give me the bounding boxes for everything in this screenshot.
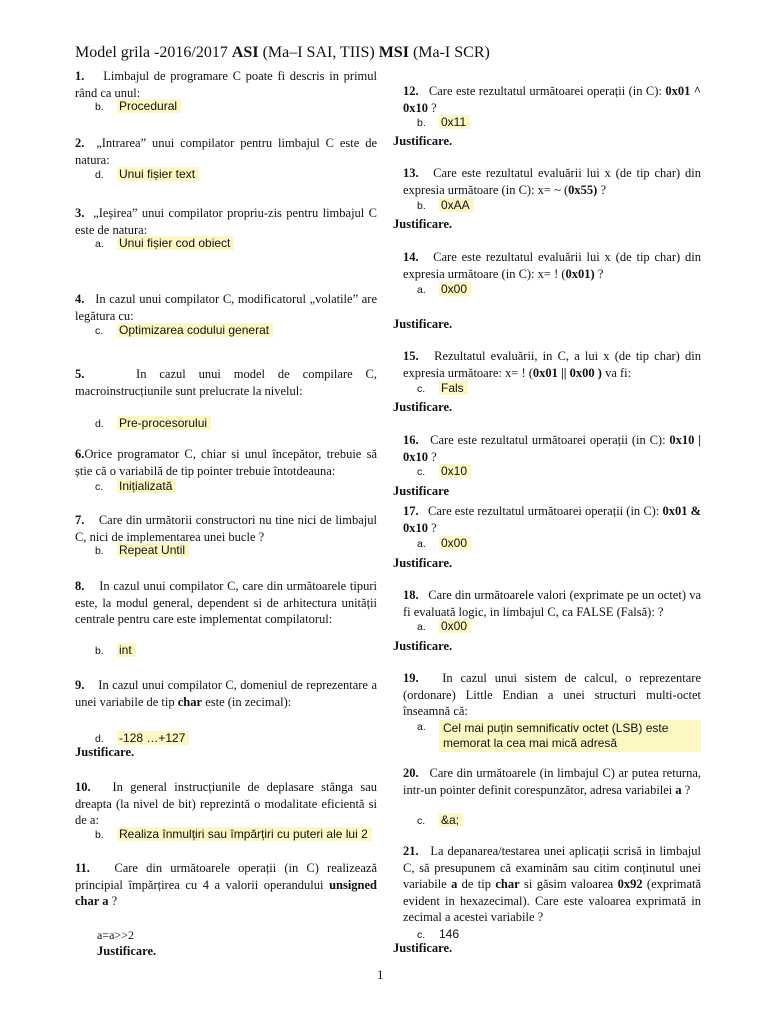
question-20: 20. Care din următoarele (in limbajul C) ar putea returna, intr-un pointer definit corespunzător, adresa variabilei a ?: [403, 766, 702, 797]
justificare-label: Justificare.: [393, 400, 453, 414]
question-19: 19. In cazul unui sistem de calcul, o reprezentare (ordonare) Little Endian a unei structuri multi-octet înseamnă că:: [403, 671, 702, 718]
answer-20: c. &a;: [417, 813, 463, 829]
title-part: (Ma-I SCR): [412, 44, 490, 61]
question-7: 7. Care din următorii constructori nu tine nici de limbajul C, nici de implementarea unei bucle ?: [75, 513, 377, 544]
answer-7: b. Repeat Until: [95, 543, 189, 559]
question-8: 8. In cazul unui compilator C, care din următoarele tipuri este, la modul general, dependent si de arhitectura unității centrale pentru care este implementat compilatorul:: [75, 579, 378, 626]
answer-19: [417, 720, 701, 752]
question-12: 12. Care este rezultatul următoarei operații (in C): 0x01 ^ 0x10 ?: [403, 84, 702, 115]
justificare-label: Justificare.: [393, 217, 453, 231]
code-answer-11: a=a>>2: [97, 928, 134, 942]
question-6: 6.Orice programator C, chiar si unul începător, trebuie să știe că o variabilă de tip pointer trebuie întotdeauna:: [75, 447, 377, 478]
justificare-label: Justificare.: [393, 317, 453, 331]
justificare-label: Justificare.: [393, 134, 453, 148]
question-18: 18. Care din următoarele valori (exprimate pe un octet) va fi evaluată logic, in limbajul C, ca FALSE (Falsă): ?: [403, 588, 701, 619]
justificare-label: Justificare.: [393, 941, 453, 955]
title-msi: MSI: [378, 44, 409, 61]
question-13: 13. Care este rezultatul evaluării lui x (de tip char) din expresia următoare (in C): x= ~ (0x55) ?: [403, 166, 702, 197]
justificare-label: Justificare.: [393, 639, 453, 653]
question-10: 10. In general instrucțiunile de deplasare stânga sau dreapta (la nivel de bit) reprezintă o modalitate eficientă si de a:: [75, 780, 377, 827]
answer-15: c. Fals: [417, 381, 468, 397]
answer-4: c. Optimizarea codului generat: [95, 323, 273, 339]
answer-18: a. 0x00: [417, 619, 471, 635]
question-15: 15. Rezultatul evaluării, in C, a lui x (de tip char) din expresia următoare: x= ! (0x01 || 0x00 ) va fi:: [403, 349, 701, 380]
title-part: Model grila -2016/2017: [75, 44, 228, 61]
answer-16: c. 0x10: [417, 464, 471, 480]
question-5: 5. In cazul unui model de compilare C, macroinstrucțiunile sunt prelucrate la nivelul:: [75, 367, 377, 398]
question-17: 17. Care este rezultatul următoarei operații (in C): 0x01 & 0x10 ?: [403, 504, 701, 535]
title-part: (Ma–I SAI, TIIS): [262, 44, 375, 61]
answer-9: d. -128 …+127: [95, 731, 189, 747]
answer-6: c. Inițializată: [95, 479, 176, 495]
justificare-label: Justificare: [393, 484, 450, 498]
answer-2: d. Unui fișier text: [95, 167, 199, 183]
answer-13: b. 0xAA: [417, 198, 474, 214]
question-16: 16. Care este rezultatul următoarei operații (in C): 0x10 | 0x10 ?: [403, 433, 702, 464]
justificare-label: Justificare.: [75, 745, 135, 759]
answer-letter: a.: [417, 721, 426, 733]
question-3: 3. „Ieșirea” unui compilator propriu-zis pentru limbajul C este de natura:: [75, 206, 377, 237]
answer-8: b. int: [95, 643, 136, 659]
question-21: 21. La depanarea/testarea unei aplicații scrisă in limbajul C, să presupunem că examinăm sau citim conținutul unei variabile a de tip char si găsim valoarea 0x92 (exprimată evident in hexazecimal). Care este valoarea exprimată in zecimal a acestei variabile ?: [403, 844, 702, 924]
document-title: [75, 44, 490, 62]
answer-3: a. Unui fișier cod obiect: [95, 236, 234, 252]
justificare-label: Justificare.: [393, 556, 453, 570]
answer-14: a. 0x00: [417, 282, 471, 298]
answer-21: c. 146: [417, 927, 460, 941]
question-1: 1. Limbajul de programare C poate fi descris in primul rând ca unul:: [75, 69, 377, 100]
answer-text: Cel mai puțin semnificativ octet (LSB) este memorat la cea mai mică adresă: [439, 720, 701, 752]
answer-10: b. Realiza înmulțiri sau împărțiri cu puteri ale lui 2: [95, 827, 372, 843]
question-4: 4. In cazul unui compilator C, modificatorul „volatile” are legătura cu:: [75, 292, 378, 323]
question-9: 9. In cazul unui compilator C, domeniul de reprezentare a unei variabile de tip char este (in zecimal):: [75, 678, 378, 709]
answer-5: d. Pre-procesorului: [95, 416, 211, 432]
answer-19-table: [417, 720, 701, 752]
answer-1: b. Procedural: [95, 99, 181, 115]
title-asi: ASI: [231, 44, 259, 61]
page-number: 1: [377, 967, 384, 982]
question-14: 14. Care este rezultatul evaluării lui x (de tip char) din expresia următoare (in C): x= ! (0x01) ?: [403, 250, 702, 281]
question-11: 11. Care din următoarele operații (in C) realizează principial împărțirea cu 4 a valorii operandului unsigned char a ?: [75, 861, 378, 908]
answer-12: b. 0x11: [417, 115, 470, 131]
question-2: 2. „Intrarea” unui compilator pentru limbajul C este de natura:: [75, 136, 377, 167]
answer-17: a. 0x00: [417, 536, 471, 552]
justificare-label: Justificare.: [97, 944, 157, 958]
